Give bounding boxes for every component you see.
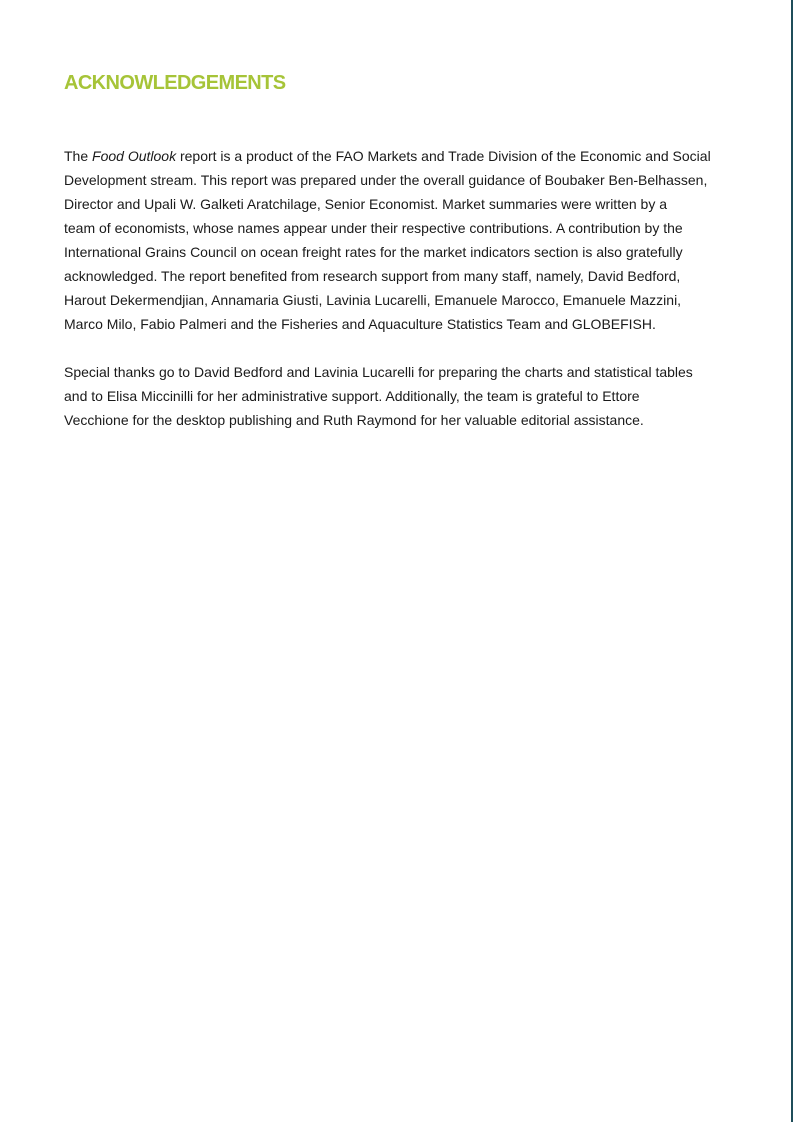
paragraph-1-line-1: [64, 144, 736, 168]
paragraph-1-line-7: Harout Dekermendjian, Annamaria Giusti, Lavinia Lucarelli, Emanuele Marocco, Emanuele Mazzini,: [64, 292, 682, 308]
paragraph-spacer: [64, 336, 736, 360]
text-run: report is a product of the FAO Markets and Trade Division of the Economic and Social: [176, 148, 711, 164]
report-title-italic: Food Outlook: [92, 148, 177, 164]
paragraph-2-line-1: Special thanks go to David Bedford and Lavinia Lucarelli for preparing the charts and statistical tables: [64, 364, 693, 380]
page-title: ACKNOWLEDGEMENTS: [64, 72, 286, 94]
paragraph-2-line-3: Vecchione for the desktop publishing and Ruth Raymond for her valuable editorial assistance.: [64, 412, 644, 428]
paragraph-1-line-3: Director and Upali W. Galketi Aratchilage, Senior Economist. Market summaries were written by a: [64, 196, 668, 212]
acknowledgements-body: [64, 144, 736, 432]
paragraph-1-line-6: acknowledged. The report benefited from research support from many staff, namely, David Bedford,: [64, 268, 681, 284]
paragraph-1: [64, 144, 736, 336]
paragraph-2: [64, 360, 736, 432]
paragraph-1-line-5: International Grains Council on ocean freight rates for the market indicators section is also gratefully: [64, 244, 683, 260]
paragraph-1-line-8: Marco Milo, Fabio Palmeri and the Fisheries and Aquaculture Statistics Team and GLOBEFISH.: [64, 316, 656, 332]
paragraph-2-line-2: and to Elisa Miccinilli for her administrative support. Additionally, the team is grateful to Ettore: [64, 388, 640, 404]
paragraph-1-line-2: Development stream. This report was prepared under the overall guidance of Boubaker Ben-Belhassen,: [64, 172, 708, 188]
text-run: The: [64, 148, 93, 164]
paragraph-1-line-4: team of economists, whose names appear under their respective contributions. A contribution by the: [64, 220, 683, 236]
